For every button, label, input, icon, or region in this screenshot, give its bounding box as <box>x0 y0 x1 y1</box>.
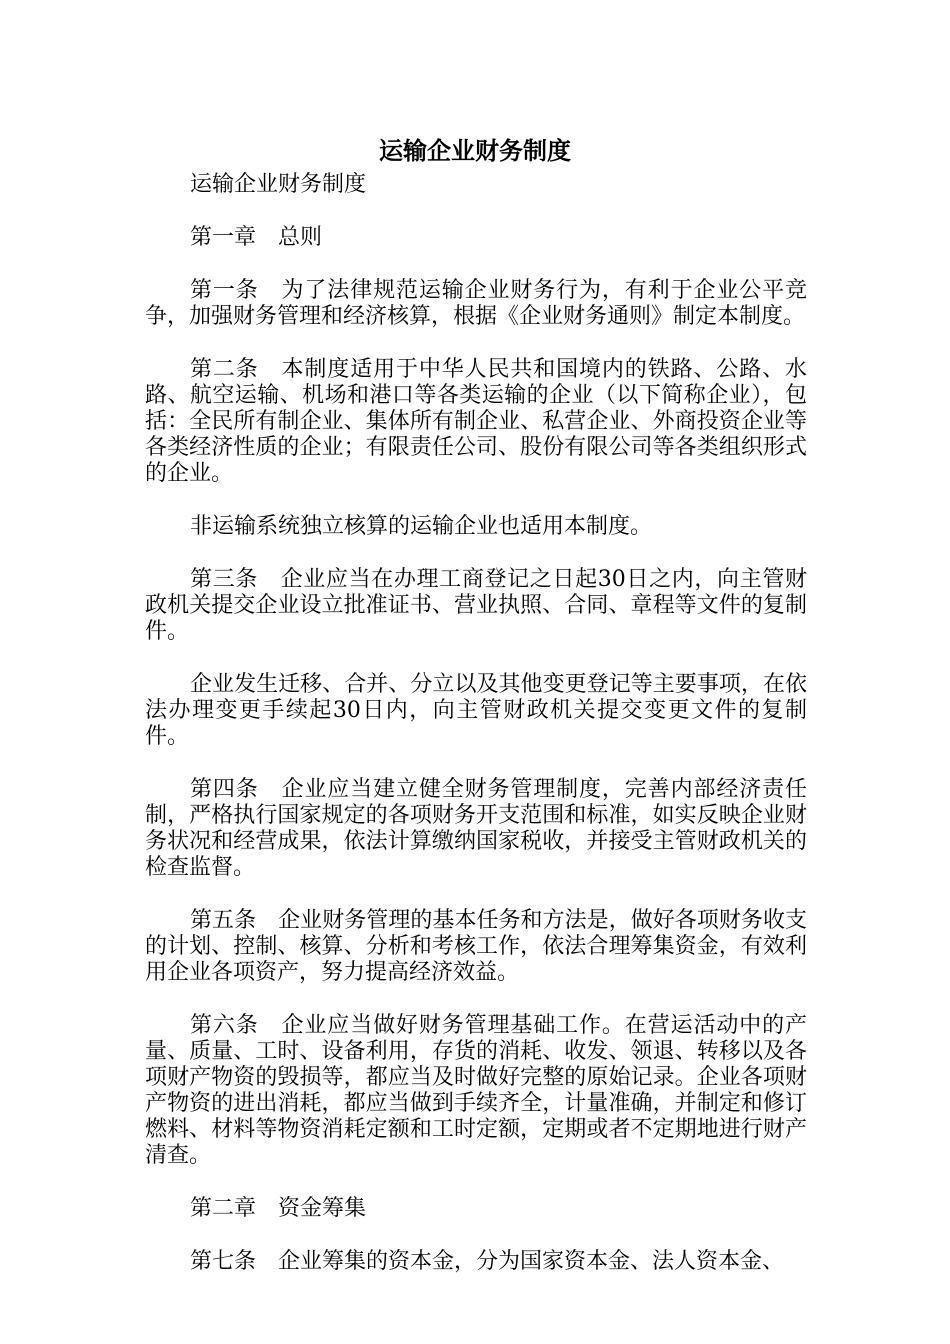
article-5: 第五条 企业财务管理的基本任务和方法是，做好各项财务收支的计划、控制、核算、分析和考核工作，依法合理筹集资金，有效利用企业各项资产，努力提高经济效益。 <box>145 908 807 985</box>
chapter-heading-1: 第一章 总则 <box>190 225 323 250</box>
article-6: 第六条 企业应当做好财务管理基础工作。在营运活动中的产量、质量、工时、设备利用，存货的消耗、收发、领退、转移以及各项财产物资的毁损等，都应当及时做好完整的原始记录。企业各项财产物资的进出消耗，都应当做到手续齐全，计量准确，并制定和修订燃料、材料等物资消耗定额和工时定额，定期或者不定期地进行财产清查。 <box>145 1013 807 1168</box>
article-3-note: 企业发生迁移、合并、分立以及其他变更登记等主要事项，在依法办理变更手续起30日内，向主管财政机关提交变更文件的复制件。 <box>145 672 807 749</box>
article-1: 第一条 为了法律规范运输企业财务行为，有利于企业公平竞争，加强财务管理和经济核算，根据《企业财务通则》制定本制度。 <box>145 278 807 329</box>
article-7: 第七条 企业筹集的资本金，分为国家资本金、法人资本金、 <box>190 1249 785 1274</box>
document-title: 运输企业财务制度 <box>379 137 571 165</box>
document-body <box>145 172 807 1302</box>
article-4: 第四条 企业应当建立健全财务管理制度，完善内部经济责任制，严格执行国家规定的各项财务开支范围和标准，如实反映企业财务状况和经营成果，依法计算缴纳国家税收，并接受主管财政机关的检查监督。 <box>145 777 807 880</box>
article-3: 第三条 企业应当在办理工商登记之日起30日之内，向主管财政机关提交企业设立批准证书、营业执照、合同、章程等文件的复制件。 <box>145 567 807 644</box>
article-2-note: 非运输系统独立核算的运输企业也适用本制度。 <box>190 514 653 539</box>
paragraph-subtitle: 运输企业财务制度 <box>190 172 367 197</box>
article-2: 第二条 本制度适用于中华人民共和国境内的铁路、公路、水路、航空运输、机场和港口等各类运输的企业（以下简称企业），包括：全民所有制企业、集体所有制企业、私营企业、外商投资企业等各类经济性质的企业；有限责任公司、股份有限公司等各类组织形式的企业。 <box>145 357 807 486</box>
chapter-heading-2: 第二章 资金筹集 <box>190 1196 367 1221</box>
